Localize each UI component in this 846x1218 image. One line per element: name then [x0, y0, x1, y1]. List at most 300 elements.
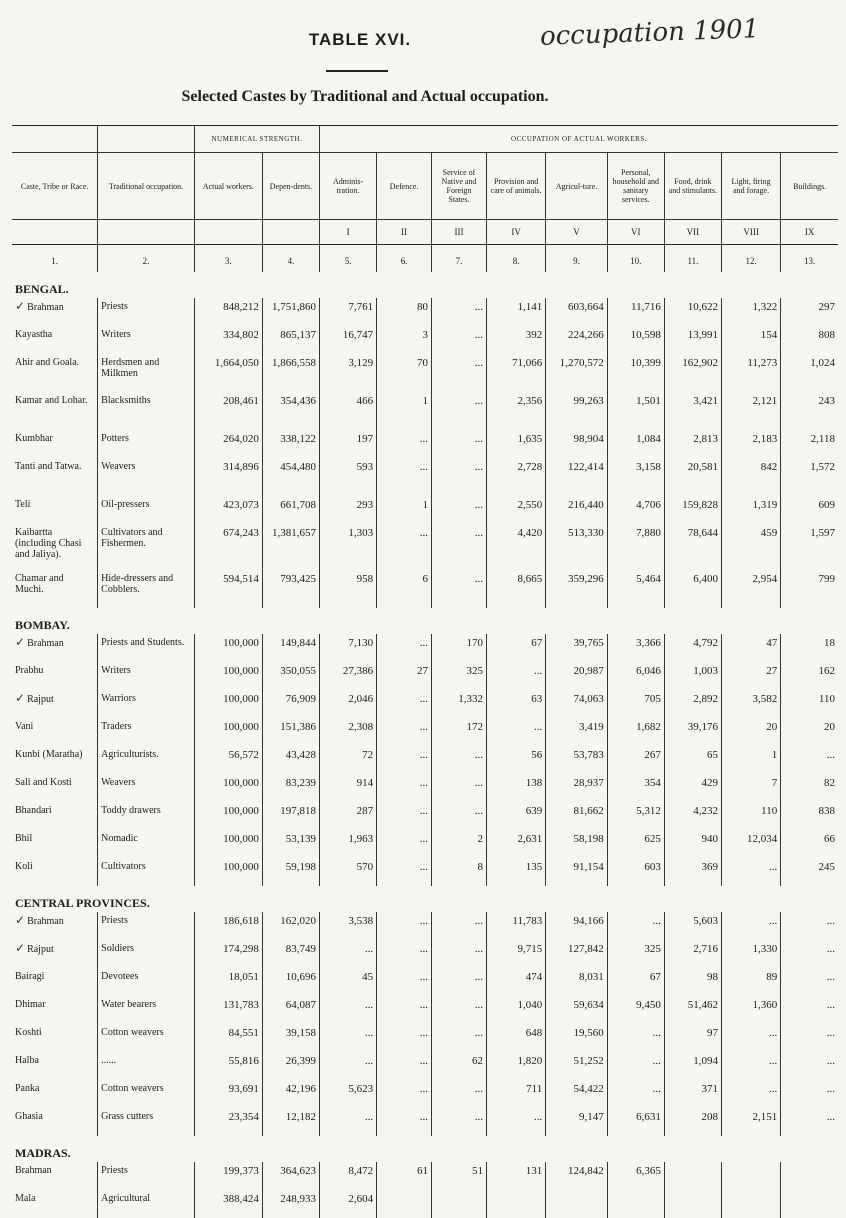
- table-row: [12, 718, 838, 746]
- value-cell: 454,480: [262, 458, 319, 496]
- value-cell: 513,330: [546, 524, 608, 570]
- value-cell: [546, 1190, 608, 1218]
- table-row: [12, 524, 838, 570]
- value-cell: 131: [486, 1162, 545, 1190]
- value-cell: 1,501: [607, 392, 664, 430]
- value-cell: 154: [721, 326, 780, 354]
- value-cell: 199,373: [194, 1162, 262, 1190]
- value-cell: ...: [432, 746, 487, 774]
- caste-cell: [12, 996, 98, 1024]
- caste-cell: [12, 662, 98, 690]
- table-row: [12, 496, 838, 524]
- value-cell: 1: [721, 746, 780, 774]
- caste-name: Koli: [15, 861, 33, 872]
- traditional-occupation-cell: Cultivators and Fishermen.: [98, 524, 195, 570]
- roman-numeral: VIII: [721, 220, 780, 245]
- value-cell: 138: [486, 774, 545, 802]
- traditional-occupation-cell: Potters: [98, 430, 195, 458]
- value-cell: 55,816: [194, 1052, 262, 1080]
- value-cell: 10,622: [664, 298, 721, 326]
- caste-header: Caste, Tribe or Race.: [12, 153, 98, 220]
- value-cell: 151,386: [262, 718, 319, 746]
- value-cell: 208,461: [194, 392, 262, 430]
- value-cell: 6,400: [664, 570, 721, 608]
- value-cell: [721, 1190, 780, 1218]
- value-cell: 67: [607, 968, 664, 996]
- traditional-occupation-cell: Hide-dressers and Cobblers.: [98, 570, 195, 608]
- value-cell: 23,354: [194, 1108, 262, 1136]
- table-row: [12, 912, 838, 940]
- traditional-occupation-cell: Blacksmiths: [98, 392, 195, 430]
- value-cell: ...: [432, 496, 487, 524]
- value-cell: 100,000: [194, 718, 262, 746]
- value-cell: 54,422: [546, 1080, 608, 1108]
- value-cell: 338,122: [262, 430, 319, 458]
- actual-workers-header: Actual workers.: [194, 153, 262, 220]
- value-cell: 27: [721, 662, 780, 690]
- value-cell: 4,232: [664, 802, 721, 830]
- traditional-occupation-cell: Traders: [98, 718, 195, 746]
- value-cell: 51,252: [546, 1052, 608, 1080]
- caste-cell: [12, 458, 98, 496]
- table-row: [12, 690, 838, 718]
- caste-cell: [12, 1024, 98, 1052]
- caste-name: Ahir and Goala.: [15, 357, 79, 368]
- check-mark-icon: ✓: [15, 299, 25, 313]
- caste-name: Halba: [15, 1055, 39, 1066]
- value-cell: 245: [781, 858, 838, 886]
- value-cell: 6,365: [607, 1162, 664, 1190]
- value-cell: 1,332: [432, 690, 487, 718]
- value-cell: 865,137: [262, 326, 319, 354]
- value-cell: ...: [377, 1080, 432, 1108]
- value-cell: 9,715: [486, 940, 545, 968]
- value-cell: 45: [320, 968, 377, 996]
- value-cell: 83,239: [262, 774, 319, 802]
- value-cell: 70: [377, 354, 432, 392]
- column-number: 5.: [320, 245, 377, 273]
- service-states-header: Service of Native and Foreign States.: [432, 153, 487, 220]
- value-cell: [664, 1162, 721, 1190]
- value-cell: 793,425: [262, 570, 319, 608]
- traditional-header: Traditional occupation.: [98, 153, 195, 220]
- table-title: TABLE XVI.: [0, 30, 720, 50]
- value-cell: 9,450: [607, 996, 664, 1024]
- value-cell: 124,842: [546, 1162, 608, 1190]
- value-cell: ...: [432, 298, 487, 326]
- caste-name: Prabhu: [15, 665, 43, 676]
- value-cell: ...: [781, 1024, 838, 1052]
- value-cell: 2,046: [320, 690, 377, 718]
- traditional-occupation-cell: Cotton weavers: [98, 1024, 195, 1052]
- value-cell: 2,356: [486, 392, 545, 430]
- value-cell: [432, 1190, 487, 1218]
- caste-cell: [12, 690, 98, 718]
- value-cell: 197: [320, 430, 377, 458]
- value-cell: ...: [781, 746, 838, 774]
- value-cell: 100,000: [194, 858, 262, 886]
- value-cell: 61: [377, 1162, 432, 1190]
- caste-name: Kunbi (Maratha): [15, 749, 82, 760]
- value-cell: 1,330: [721, 940, 780, 968]
- value-cell: 42,196: [262, 1080, 319, 1108]
- value-cell: 354: [607, 774, 664, 802]
- value-cell: 3,538: [320, 912, 377, 940]
- value-cell: 3,421: [664, 392, 721, 430]
- value-cell: 72: [320, 746, 377, 774]
- value-cell: 9,147: [546, 1108, 608, 1136]
- value-cell: 243: [781, 392, 838, 430]
- value-cell: 1,963: [320, 830, 377, 858]
- section-title-central: CENTRAL PROVINCES.: [12, 886, 838, 912]
- value-cell: ...: [721, 912, 780, 940]
- traditional-occupation-cell: Toddy drawers: [98, 802, 195, 830]
- caste-name: Koshti: [15, 1027, 42, 1038]
- caste-cell: [12, 1108, 98, 1136]
- caste-cell: [12, 1190, 98, 1218]
- table-row: [12, 1080, 838, 1108]
- caste-name: Brahman: [27, 638, 64, 649]
- value-cell: 2,631: [486, 830, 545, 858]
- caste-name: Vani: [15, 721, 33, 732]
- value-cell: ...: [432, 326, 487, 354]
- table-row: [12, 746, 838, 774]
- column-number: 4.: [262, 245, 319, 273]
- value-cell: 603: [607, 858, 664, 886]
- roman-numeral: VII: [664, 220, 721, 245]
- value-cell: 26,399: [262, 1052, 319, 1080]
- value-cell: 7,130: [320, 634, 377, 662]
- value-cell: 20: [781, 718, 838, 746]
- value-cell: 11,273: [721, 354, 780, 392]
- value-cell: 149,844: [262, 634, 319, 662]
- value-cell: ...: [721, 1080, 780, 1108]
- value-cell: 2: [432, 830, 487, 858]
- table-row: [12, 1052, 838, 1080]
- table-row: [12, 392, 838, 430]
- traditional-occupation-cell: Agriculturists.: [98, 746, 195, 774]
- traditional-occupation-cell: Cultivators: [98, 858, 195, 886]
- value-cell: 371: [664, 1080, 721, 1108]
- value-cell: 625: [607, 830, 664, 858]
- table-row: [12, 774, 838, 802]
- column-number: 9.: [546, 245, 608, 273]
- value-cell: 705: [607, 690, 664, 718]
- column-number-row: [12, 245, 838, 273]
- traditional-occupation-cell: Nomadic: [98, 830, 195, 858]
- section-title-madras: MADRAS.: [12, 1136, 838, 1162]
- caste-cell: [12, 430, 98, 458]
- value-cell: [721, 1162, 780, 1190]
- section-title-bengal: BENGAL.: [12, 272, 838, 298]
- value-cell: 429: [664, 774, 721, 802]
- value-cell: 940: [664, 830, 721, 858]
- value-cell: 174,298: [194, 940, 262, 968]
- value-cell: 3,129: [320, 354, 377, 392]
- value-cell: 1,003: [664, 662, 721, 690]
- caste-cell: [12, 912, 98, 940]
- value-cell: 3,582: [721, 690, 780, 718]
- value-cell: 110: [781, 690, 838, 718]
- value-cell: 1,597: [781, 524, 838, 570]
- caste-name: Rajput: [27, 944, 54, 955]
- table-row: [12, 1024, 838, 1052]
- value-cell: ...: [432, 392, 487, 430]
- caste-cell: [12, 968, 98, 996]
- value-cell: 848,212: [194, 298, 262, 326]
- value-cell: 98: [664, 968, 721, 996]
- value-cell: 39,158: [262, 1024, 319, 1052]
- value-cell: 83,749: [262, 940, 319, 968]
- value-cell: 325: [432, 662, 487, 690]
- value-cell: ...: [781, 1108, 838, 1136]
- value-cell: 51: [432, 1162, 487, 1190]
- caste-name: Tanti and Tatwa.: [15, 461, 81, 472]
- section-row-bengal: [12, 272, 838, 298]
- value-cell: 47: [721, 634, 780, 662]
- value-cell: 594,514: [194, 570, 262, 608]
- value-cell: ...: [320, 1024, 377, 1052]
- roman-numeral: IV: [486, 220, 545, 245]
- value-cell: 12,034: [721, 830, 780, 858]
- value-cell: ...: [432, 458, 487, 496]
- value-cell: 18: [781, 634, 838, 662]
- agriculture-header: Agricul-ture.: [546, 153, 608, 220]
- value-cell: 3,158: [607, 458, 664, 496]
- caste-name: Kumbhar: [15, 433, 53, 444]
- roman-numeral: III: [432, 220, 487, 245]
- value-cell: 1,866,558: [262, 354, 319, 392]
- value-cell: [377, 1190, 432, 1218]
- value-cell: 43,428: [262, 746, 319, 774]
- value-cell: 8,031: [546, 968, 608, 996]
- value-cell: 1,141: [486, 298, 545, 326]
- value-cell: 2,604: [320, 1190, 377, 1218]
- table-row: [12, 458, 838, 496]
- traditional-occupation-cell: Writers: [98, 662, 195, 690]
- value-cell: 11,783: [486, 912, 545, 940]
- value-cell: 1: [377, 392, 432, 430]
- provision-animals-header: Provision and care of animals.: [486, 153, 545, 220]
- food-drink-header: Food, drink and stimulants.: [664, 153, 721, 220]
- column-number: 8.: [486, 245, 545, 273]
- value-cell: 364,623: [262, 1162, 319, 1190]
- handwritten-note: occupation 1901: [540, 14, 760, 52]
- value-cell: 110: [721, 802, 780, 830]
- caste-name: Brahman: [27, 916, 64, 927]
- caste-cell: [12, 1162, 98, 1190]
- caste-cell: [12, 354, 98, 392]
- traditional-occupation-cell: Writers: [98, 326, 195, 354]
- value-cell: 100,000: [194, 774, 262, 802]
- table-row: [12, 298, 838, 326]
- value-cell: 314,896: [194, 458, 262, 496]
- value-cell: 97: [664, 1024, 721, 1052]
- value-cell: 1,572: [781, 458, 838, 496]
- caste-name: Chamar and Muchi.: [15, 573, 64, 595]
- value-cell: ...: [721, 1024, 780, 1052]
- value-cell: 287: [320, 802, 377, 830]
- value-cell: 1,664,050: [194, 354, 262, 392]
- value-cell: 350,055: [262, 662, 319, 690]
- value-cell: ...: [486, 1108, 545, 1136]
- value-cell: 2,728: [486, 458, 545, 496]
- table-row: [12, 1162, 838, 1190]
- value-cell: 27: [377, 662, 432, 690]
- value-cell: ...: [781, 996, 838, 1024]
- value-cell: 354,436: [262, 392, 319, 430]
- caste-name: Kamar and Lohar.: [15, 395, 87, 406]
- value-cell: 10,399: [607, 354, 664, 392]
- value-cell: 20: [721, 718, 780, 746]
- traditional-occupation-cell: Soldiers: [98, 940, 195, 968]
- value-cell: 20,987: [546, 662, 608, 690]
- value-cell: 2,308: [320, 718, 377, 746]
- value-cell: 80: [377, 298, 432, 326]
- value-cell: 7: [721, 774, 780, 802]
- column-number: 1.: [12, 245, 98, 273]
- buildings-header: Buildings.: [781, 153, 838, 220]
- traditional-occupation-cell: Devotees: [98, 968, 195, 996]
- roman-numeral: I: [320, 220, 377, 245]
- value-cell: 51,462: [664, 996, 721, 1024]
- value-cell: 4,792: [664, 634, 721, 662]
- value-cell: 297: [781, 298, 838, 326]
- value-cell: 100,000: [194, 634, 262, 662]
- value-cell: ...: [377, 718, 432, 746]
- caste-cell: [12, 1080, 98, 1108]
- value-cell: 162,902: [664, 354, 721, 392]
- value-cell: 59,634: [546, 996, 608, 1024]
- value-cell: 94,166: [546, 912, 608, 940]
- value-cell: ...: [377, 996, 432, 1024]
- section-row-bombay: [12, 608, 838, 634]
- value-cell: 1,751,860: [262, 298, 319, 326]
- value-cell: 62: [432, 1052, 487, 1080]
- table-row: [12, 430, 838, 458]
- roman-numeral: VI: [607, 220, 664, 245]
- value-cell: 466: [320, 392, 377, 430]
- value-cell: 2,121: [721, 392, 780, 430]
- value-cell: 122,414: [546, 458, 608, 496]
- value-cell: 10,696: [262, 968, 319, 996]
- value-cell: 8,472: [320, 1162, 377, 1190]
- value-cell: 2,892: [664, 690, 721, 718]
- caste-cell: [12, 392, 98, 430]
- value-cell: 1,682: [607, 718, 664, 746]
- value-cell: 39,765: [546, 634, 608, 662]
- value-cell: ...: [320, 1052, 377, 1080]
- traditional-occupation-cell: Cotton weavers: [98, 1080, 195, 1108]
- caste-name: Bhandari: [15, 805, 52, 816]
- defence-header: Defence.: [377, 153, 432, 220]
- value-cell: 914: [320, 774, 377, 802]
- table-row: [12, 326, 838, 354]
- value-cell: [607, 1190, 664, 1218]
- value-cell: 4,420: [486, 524, 545, 570]
- value-cell: 10,598: [607, 326, 664, 354]
- value-cell: 63: [486, 690, 545, 718]
- value-cell: 1,319: [721, 496, 780, 524]
- value-cell: ...: [377, 690, 432, 718]
- value-cell: ...: [781, 1080, 838, 1108]
- administration-header: Adminis-tration.: [320, 153, 377, 220]
- value-cell: 661,708: [262, 496, 319, 524]
- caste-name: Rajput: [27, 694, 54, 705]
- column-number: 13.: [781, 245, 838, 273]
- table-row: [12, 858, 838, 886]
- value-cell: 2,151: [721, 1108, 780, 1136]
- check-mark-icon: ✓: [15, 913, 25, 927]
- value-cell: ...: [377, 858, 432, 886]
- roman-numeral: II: [377, 220, 432, 245]
- value-cell: 5,312: [607, 802, 664, 830]
- value-cell: 570: [320, 858, 377, 886]
- value-cell: 216,440: [546, 496, 608, 524]
- caste-name: Bairagi: [15, 971, 44, 982]
- value-cell: ...: [432, 996, 487, 1024]
- value-cell: 1,360: [721, 996, 780, 1024]
- value-cell: 799: [781, 570, 838, 608]
- value-cell: 7,880: [607, 524, 664, 570]
- value-cell: 1,303: [320, 524, 377, 570]
- value-cell: ...: [432, 912, 487, 940]
- table-row: [12, 662, 838, 690]
- table-row: [12, 996, 838, 1024]
- value-cell: 78,644: [664, 524, 721, 570]
- column-number: 2.: [98, 245, 195, 273]
- group-occupation-header: OCCUPATION OF ACTUAL WORKERS.: [320, 126, 838, 153]
- table-row: [12, 940, 838, 968]
- value-cell: 8,665: [486, 570, 545, 608]
- value-cell: 100,000: [194, 830, 262, 858]
- table-row: [12, 570, 838, 608]
- value-cell: 1,635: [486, 430, 545, 458]
- value-cell: 39,176: [664, 718, 721, 746]
- value-cell: 593: [320, 458, 377, 496]
- value-cell: 3,366: [607, 634, 664, 662]
- caste-cell: [12, 634, 98, 662]
- value-cell: 53,783: [546, 746, 608, 774]
- value-cell: 1,094: [664, 1052, 721, 1080]
- value-cell: ...: [377, 1052, 432, 1080]
- value-cell: 56,572: [194, 746, 262, 774]
- group-numerical-header: NUMERICAL STRENGTH.: [194, 126, 319, 153]
- traditional-occupation-cell: ......: [98, 1052, 195, 1080]
- caste-cell: [12, 570, 98, 608]
- table-row: [12, 634, 838, 662]
- value-cell: 71,066: [486, 354, 545, 392]
- value-cell: 28,937: [546, 774, 608, 802]
- value-cell: 100,000: [194, 662, 262, 690]
- value-cell: ...: [432, 940, 487, 968]
- value-cell: ...: [320, 996, 377, 1024]
- value-cell: ...: [432, 1080, 487, 1108]
- value-cell: ...: [377, 774, 432, 802]
- value-cell: ...: [377, 634, 432, 662]
- column-number: 10.: [607, 245, 664, 273]
- value-cell: ...: [781, 940, 838, 968]
- traditional-occupation-cell: Priests: [98, 1162, 195, 1190]
- value-cell: 13,991: [664, 326, 721, 354]
- traditional-occupation-cell: Weavers: [98, 774, 195, 802]
- value-cell: 5,464: [607, 570, 664, 608]
- value-cell: 1,270,572: [546, 354, 608, 392]
- value-cell: 838: [781, 802, 838, 830]
- caste-cell: [12, 1052, 98, 1080]
- value-cell: 82: [781, 774, 838, 802]
- table-subtitle: Selected Castes by Traditional and Actual occupation.: [0, 88, 730, 106]
